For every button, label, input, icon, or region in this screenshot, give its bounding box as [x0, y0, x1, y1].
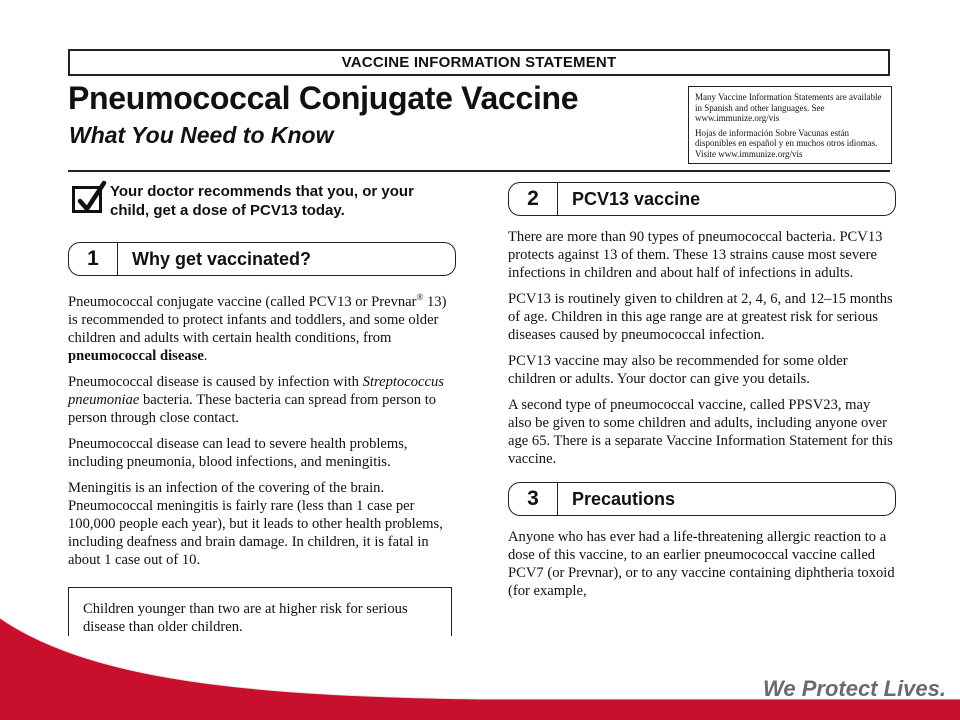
language-note-english: Many Vaccine Information Statements are available in Spanish and other languages. See www.immunize.org/vis	[695, 92, 882, 123]
language-note-spanish: Hojas de información Sobre Vacunas están disponibles en español y en muchos otros idiomas. Visite www.immunize.org/vis	[695, 127, 878, 159]
section-1-paragraph: Meningitis is an infection of the covering of the brain. Pneumococcal meningitis is fairly rare (less than 1 case per 100,000 people each year), but it leads to other health problems, including deafness and brain damage. In children, it is fatal in about 1 case out of 10.	[68, 479, 443, 568]
section-1-heading	[68, 242, 456, 276]
section-number: 2	[509, 183, 558, 215]
right-column	[508, 182, 896, 608]
statement-label: VACCINE INFORMATION STATEMENT	[68, 49, 890, 76]
section-title: PCV13 vaccine	[572, 189, 701, 209]
recommendation-text: Your doctor recommends that you, or your child, get a dose of PCV13 today.	[110, 183, 414, 219]
section-2-paragraph: There are more than 90 types of pneumococcal bacteria. PCV13 protects against 13 of them. These 13 strains cause most severe infections in children and about half of infections in adults.	[508, 229, 883, 281]
section-title: Why get vaccinated?	[132, 249, 312, 269]
left-column	[68, 182, 456, 636]
red-swoosh-band	[0, 600, 960, 720]
section-3-paragraph: Anyone who has ever had a life-threatening allergic reaction to a dose of this vaccine, to an earlier pneumococcal vaccine called PCV7 (or Prevnar), or to any vaccine containing diphtheria toxoid (for example,	[508, 529, 895, 599]
language-availability-box	[688, 86, 892, 164]
section-2-paragraph: A second type of pneumococcal vaccine, called PPSV23, may also be given to some children and adults, including anyone over age 65. There is a separate Vaccine Information Statement for this vaccine.	[508, 397, 893, 467]
page-title: Pneumococcal Conjugate Vaccine	[68, 80, 579, 116]
section-1-paragraph: Pneumococcal disease can lead to severe health problems, including pneumonia, blood infections, and meningitis.	[68, 435, 408, 470]
section-number: 1	[69, 243, 118, 275]
page-subtitle: What You Need to Know	[69, 122, 334, 148]
section-2-paragraph: PCV13 is routinely given to children at 2, 4, 6, and 12–15 months of age. Children in this age range are at greatest risk for serious diseases caused by pneumococcal infection.	[508, 291, 893, 343]
header-divider	[68, 170, 890, 172]
section-2-paragraph: PCV13 vaccine may also be recommended for some older children or adults. Your doctor can give you details.	[508, 353, 848, 387]
section-title: Precautions	[572, 489, 676, 509]
callout-text: Children younger than two are at higher risk for serious disease than older children.	[83, 600, 408, 635]
section-1-paragraph: Pneumococcal conjugate vaccine (called PCV13 or Prevnar® 13) is recommended to protect infants and toddlers, and some older children and adults with certain health conditions, from pneumococcal disease.	[68, 292, 447, 364]
section-2-heading	[508, 182, 896, 216]
section-1-paragraph: Pneumococcal disease is caused by infection with Streptococcus pneumoniae bacteria. These bacteria can spread from person to person through close contact.	[68, 373, 444, 426]
section-3-heading	[508, 482, 896, 516]
section-number: 3	[509, 483, 558, 515]
doctor-recommendation	[68, 182, 456, 220]
tagline: We Protect Lives.	[763, 676, 946, 701]
checked-checkbox-icon	[72, 186, 102, 213]
